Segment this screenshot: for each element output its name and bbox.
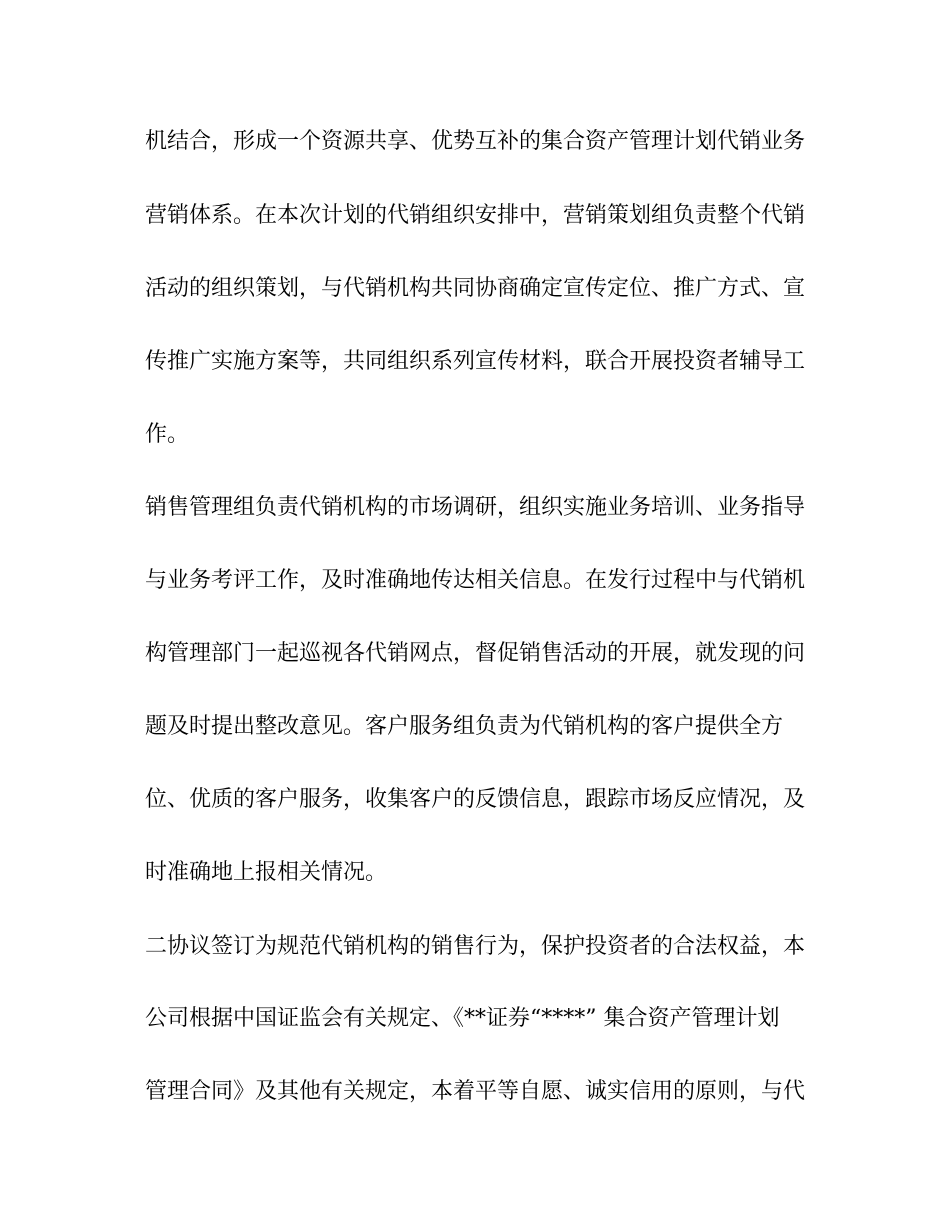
text-line: 营销体系。在本次计划的代销组织安排中，营销策划组负责整个代销 (145, 203, 806, 228)
text-line: 销售管理组负责代销机构的市场调研，组织实施业务培训、业务指导 (145, 495, 806, 520)
text-line: 机结合，形成一个资源共享、优势互补的集合资产管理计划代销业务 (145, 129, 806, 154)
text-line: 与业务考评工作，及时准确地传达相关信息。在发行过程中与代销机 (145, 568, 806, 593)
text-line: 构管理部门一起巡视各代销网点，督促销售活动的开展，就发现的问 (145, 641, 806, 666)
text-line: 活动的组织策划，与代销机构共同协商确定宣传定位、推广方式、宣 (145, 276, 806, 301)
text-line: 时准确地上报相关情况。 (145, 860, 388, 885)
text-line: 题及时提出整改意见。客户服务组负责为代销机构的客户提供全方 (145, 714, 784, 739)
text-line: 位、优质的客户服务，收集客户的反馈信息，跟踪市场反应情况，及 (145, 787, 806, 812)
text-line: 管理合同》及其他有关规定，本着平等自愿、诚实信用的原则，与代 (145, 1079, 806, 1104)
text-line: 公司根据中国证监会有关规定、《**证券“****” 集合资产管理计划 (145, 1006, 780, 1031)
text-line: 二协议签订为规范代销机构的销售行为，保护投资者的合法权益，本 (145, 934, 806, 959)
text-line: 传推广实施方案等，共同组织系列宣传材料，联合开展投资者辅导工 (145, 349, 806, 374)
text-line: 作。 (145, 422, 190, 447)
